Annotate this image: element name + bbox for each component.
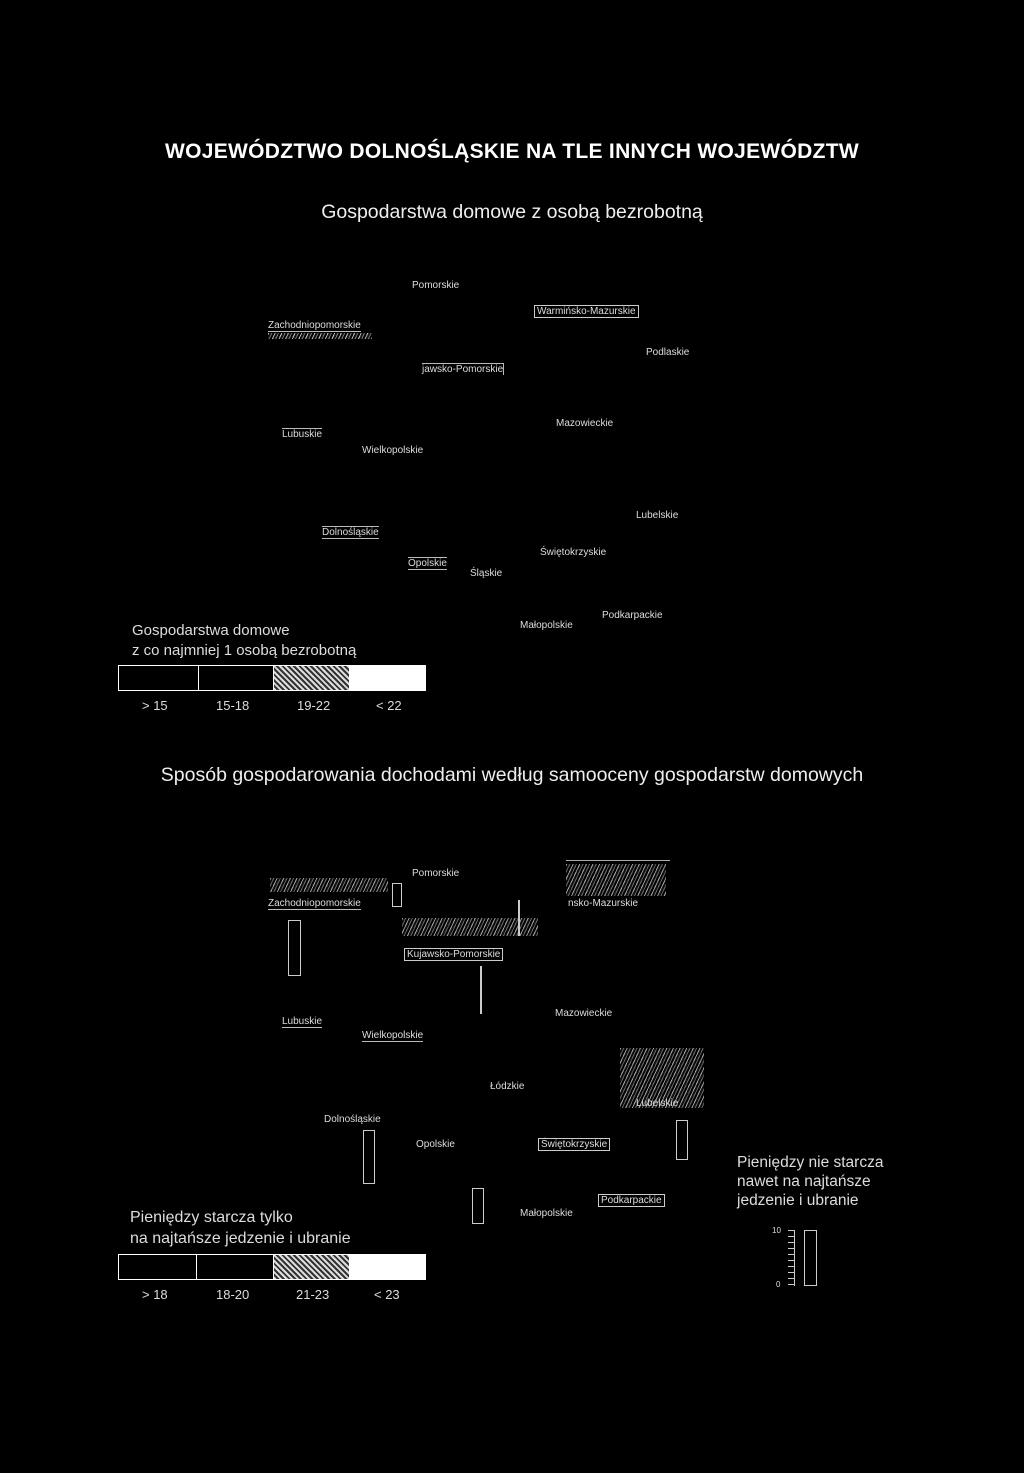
map2-texture-zachodniopomorskie xyxy=(270,878,388,892)
map2-region-malopolskie: Małopolskie xyxy=(520,1208,573,1219)
map1-region-slaskie: Śląskie xyxy=(470,568,503,579)
map2-bar-legend-scale-max: 10 xyxy=(772,1226,781,1235)
map2-border-line xyxy=(566,860,670,861)
map1-subtitle: Gospodarstwa domowe z osobą bezrobotną xyxy=(321,201,703,223)
map2-legend-swatch-2 xyxy=(197,1255,274,1279)
map1-region-podkarpackie: Podkarpackie xyxy=(602,610,663,621)
map2-bar-legend-scale-axis xyxy=(788,1230,795,1286)
map1-legend-tick-1: > 15 xyxy=(142,698,168,713)
map2-region-wielkopolskie: Wielkopolskie xyxy=(362,1030,424,1041)
map2-legend-tick-3: 21-23 xyxy=(296,1287,330,1302)
map2-region-mazowieckie: Mazowieckie xyxy=(555,1008,613,1019)
map2-legend-tick-2: 18-20 xyxy=(216,1287,250,1302)
map1-region-kujawsko-pomorskie: jawsko-Pomorskie xyxy=(422,364,504,375)
map1-legend-swatch-4 xyxy=(350,666,425,690)
map2-region-warminsko-mazurskie: nsko-Mazurskie xyxy=(568,898,639,909)
map1-legend-swatch-2 xyxy=(199,666,274,690)
map2-legend-bar xyxy=(118,1254,426,1280)
map1-legend-tick-4: < 22 xyxy=(376,698,402,713)
map2-legend-tick-1: > 18 xyxy=(142,1287,168,1302)
map1-legend-title-line1: Gospodarstwa domowe xyxy=(132,622,290,639)
map2-bar-malopolskie xyxy=(472,1188,484,1224)
map1-legend-tick-2: 15-18 xyxy=(216,698,250,713)
map2-bar-legend-line3: jedzenie i ubranie xyxy=(737,1192,859,1209)
map2-region-swietokrzyskie: Świętokrzyskie xyxy=(538,1138,610,1151)
map2-region-podkarpackie: Podkarpackie xyxy=(598,1194,665,1207)
map2-bar-zachodniopomorskie xyxy=(288,920,301,976)
map1-region-zachodniopomorskie: Zachodniopomorskie xyxy=(268,320,361,331)
map2-bar-legend-line1: Pieniędzy nie starcza xyxy=(737,1154,884,1171)
map1-region-warminsko-mazurskie: Warmińsko-Mazurskie xyxy=(534,305,639,318)
map2-bar-dolnoslaskie xyxy=(363,1130,375,1184)
map2-region-dolnoslaskie: Dolnośląskie xyxy=(324,1114,381,1125)
map2-subtitle: Sposób gospodarowania dochodami według samooceny gospodarstw domowych xyxy=(160,764,864,786)
map2-bar-legend-scale-min: 0 xyxy=(776,1280,781,1289)
map2-legend-tick-4: < 23 xyxy=(374,1287,400,1302)
map2-region-lubelskie: Lubelskie xyxy=(636,1098,679,1109)
map1-legend-swatch-3 xyxy=(274,666,350,690)
map1-legend-title-line2: z co najmniej 1 osobą bezrobotną xyxy=(132,642,357,659)
map2-region-opolskie: Opolskie xyxy=(416,1139,455,1150)
map2-legend-title-line1: Pieniędzy starcza tylko xyxy=(130,1209,293,1226)
map2-bar-legend-line2: nawet na najtańsze xyxy=(737,1173,871,1190)
map2-legend-swatch-1 xyxy=(119,1255,197,1279)
map2-region-lodzkie: Łódzkie xyxy=(490,1081,525,1092)
map1-region-pomorskie: Pomorskie xyxy=(412,280,460,291)
map1-region-lubuskie: Lubuskie xyxy=(282,429,323,440)
map1-region-podlaskie: Podlaskie xyxy=(646,347,690,358)
map2-region-kujawsko-pomorskie: Kujawsko-Pomorskie xyxy=(404,948,503,961)
map2-region-pomorskie: Pomorskie xyxy=(412,868,460,879)
map2-bar-lubelskie xyxy=(676,1120,688,1160)
map2-bar-legend-sample xyxy=(804,1230,817,1286)
map2-texture-warminsko-mazurskie xyxy=(566,864,666,896)
map2-region-lubuskie: Lubuskie xyxy=(282,1016,323,1027)
map1-legend-swatch-1 xyxy=(119,666,199,690)
map2-legend-swatch-4 xyxy=(350,1255,425,1279)
map1-region-swietokrzyskie: Świętokrzyskie xyxy=(540,547,607,558)
map1-legend-bar xyxy=(118,665,426,691)
map1-region-malopolskie: Małopolskie xyxy=(520,620,573,631)
map2-bar-mazowieckie xyxy=(480,966,482,1014)
map1-region-wielkopolskie: Wielkopolskie xyxy=(362,445,424,456)
map2-legend-swatch-3 xyxy=(274,1255,350,1279)
map2-region-zachodniopomorskie: Zachodniopomorskie xyxy=(268,898,361,909)
map1-region-dolnoslaskie: Dolnośląskie xyxy=(322,527,379,538)
page-title: WOJEWÓDZTWO DOLNOŚLĄSKIE NA TLE INNYCH WOJEWÓDZTW xyxy=(164,140,860,163)
map1-legend-tick-3: 19-22 xyxy=(297,698,331,713)
map2-bar-pomorskie xyxy=(392,883,402,907)
map2-legend-title-line2: na najtańsze jedzenie i ubranie xyxy=(130,1230,351,1247)
map1-region-mazowieckie: Mazowieckie xyxy=(556,418,614,429)
map1-texture-zachodniopomorskie xyxy=(268,333,372,339)
map2-bar-warminsko xyxy=(518,900,520,936)
map1-region-opolskie: Opolskie xyxy=(408,558,447,569)
map1-region-lubelskie: Lubelskie xyxy=(636,510,679,521)
